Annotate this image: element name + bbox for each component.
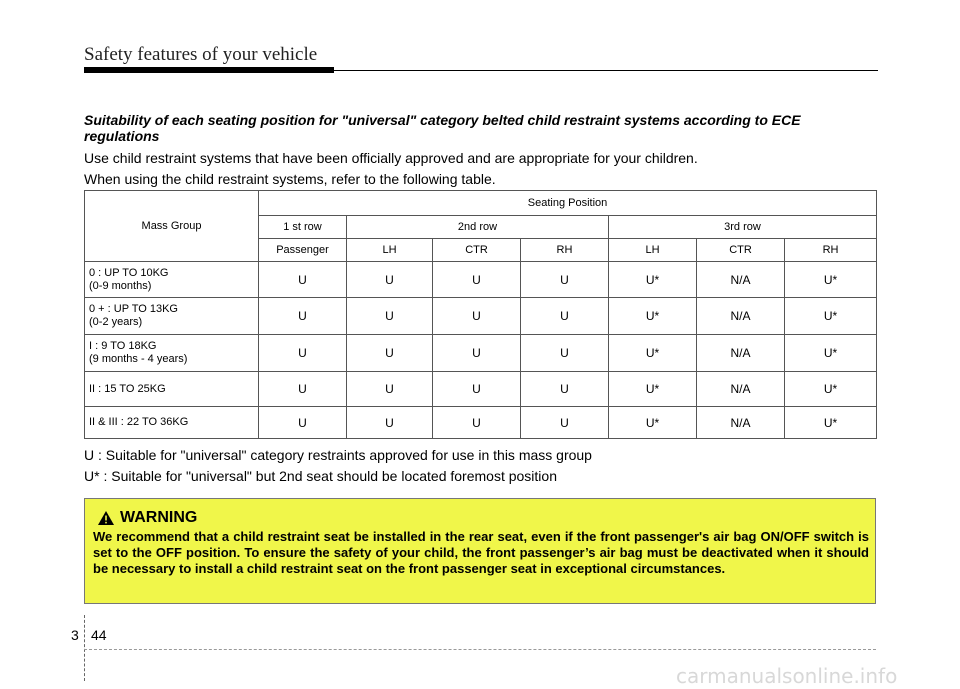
position-header: Passenger (259, 239, 347, 262)
header-rule-thick (84, 67, 334, 73)
position-header: RH (785, 239, 877, 262)
mass-group-cell (85, 372, 259, 407)
table-row (85, 407, 877, 439)
table-cell: U (347, 407, 433, 439)
table-row (85, 335, 877, 372)
table-cell: U (433, 262, 521, 298)
table-cell: U (433, 372, 521, 407)
mass-group-weight: 0 : UP TO 10KG (89, 266, 169, 279)
table-cell: U (259, 262, 347, 298)
table-cell: U* (609, 407, 697, 439)
table-cell: U (433, 407, 521, 439)
warning-box (84, 498, 876, 604)
table-cell: U* (785, 372, 877, 407)
position-header: CTR (697, 239, 785, 262)
table-cell: N/A (697, 262, 785, 298)
chapter-number: 3 (71, 627, 79, 643)
table-heading: Suitability of each seating position for "universal" category belted child restraint systems according to ECE regulations (84, 112, 801, 144)
header-rule-thin (334, 70, 878, 71)
intro-line-2: When using the child restraint systems, refer to the following table. (84, 171, 496, 187)
mass-group-cell (85, 298, 259, 335)
mass-group-cell (85, 335, 259, 372)
table-cell: U* (609, 372, 697, 407)
table-cell: U* (609, 262, 697, 298)
suitability-table (84, 190, 877, 439)
table-cell: U (347, 298, 433, 335)
table-cell: U (521, 262, 609, 298)
table-cell: U (347, 372, 433, 407)
table-cell: U (347, 335, 433, 372)
legend-u-star: U* : Suitable for "universal" but 2nd seat should be located foremost position (84, 468, 557, 484)
watermark: carmanualsonline.info (676, 664, 898, 688)
mass-group-age: (0-2 years) (89, 316, 143, 328)
mass-group-weight: II & III : 22 TO 36KG (89, 416, 189, 428)
table-cell: U* (609, 298, 697, 335)
warning-body: We recommend that a child restraint seat be installed in the rear seat, even if the front passenger's air bag ON/OFF switch is set to the OFF position. To ensure the safety of your child, the front passenger’s air bag must be deactivated when it should be necessary to install a child restraint seat on the front passenger seat in exceptional circumstances. (93, 529, 869, 576)
table-row (85, 298, 877, 335)
table-cell: U (259, 407, 347, 439)
warning-triangle-icon (97, 510, 115, 526)
mass-group-cell (85, 407, 259, 439)
table-cell: U (521, 372, 609, 407)
table-cell: N/A (697, 407, 785, 439)
table-cell: U (521, 407, 609, 439)
warning-title (97, 509, 197, 527)
footer-divider-horizontal (84, 649, 876, 651)
row-header-3rd: 3rd row (609, 216, 877, 239)
table-cell: U* (785, 335, 877, 372)
table-cell: U* (609, 335, 697, 372)
warning-title-text: WARNING (120, 509, 198, 526)
position-header: LH (347, 239, 433, 262)
row-header-1st: 1 st row (259, 216, 347, 239)
table-cell: U (521, 335, 609, 372)
position-header: LH (609, 239, 697, 262)
seating-position-header: Seating Position (259, 191, 877, 216)
table-cell: N/A (697, 335, 785, 372)
mass-group-age: (9 months - 4 years) (89, 353, 188, 365)
mass-group-age: (0-9 months) (89, 279, 152, 292)
footer-divider-vertical (84, 615, 86, 681)
table-cell: U (259, 298, 347, 335)
table-cell: U* (785, 298, 877, 335)
table-cell: U (259, 335, 347, 372)
table-cell: U (259, 372, 347, 407)
table-cell: U (433, 298, 521, 335)
mass-group-weight: II : 15 TO 25KG (89, 382, 166, 395)
mass-group-weight: 0 + : UP TO 13KG (89, 303, 178, 315)
mass-group-cell (85, 262, 259, 298)
table-cell: U (433, 335, 521, 372)
intro-line-1: Use child restraint systems that have been officially approved and are appropriate for your children. (84, 150, 698, 166)
row-header-2nd: 2nd row (347, 216, 609, 239)
table-row (85, 262, 877, 298)
table-cell: U (521, 298, 609, 335)
position-header: RH (521, 239, 609, 262)
position-header: CTR (433, 239, 521, 262)
table-cell: U (347, 262, 433, 298)
table-cell: U* (785, 262, 877, 298)
table-row (85, 372, 877, 407)
table-cell: U* (785, 407, 877, 439)
legend-u: U : Suitable for "universal" category restraints approved for use in this mass group (84, 447, 592, 463)
mass-group-header: Mass Group (85, 191, 259, 262)
table-cell: N/A (697, 372, 785, 407)
mass-group-weight: I : 9 TO 18KG (89, 340, 157, 352)
table-cell: N/A (697, 298, 785, 335)
page-number: 44 (91, 627, 107, 643)
section-title: Safety features of your vehicle (84, 44, 318, 65)
